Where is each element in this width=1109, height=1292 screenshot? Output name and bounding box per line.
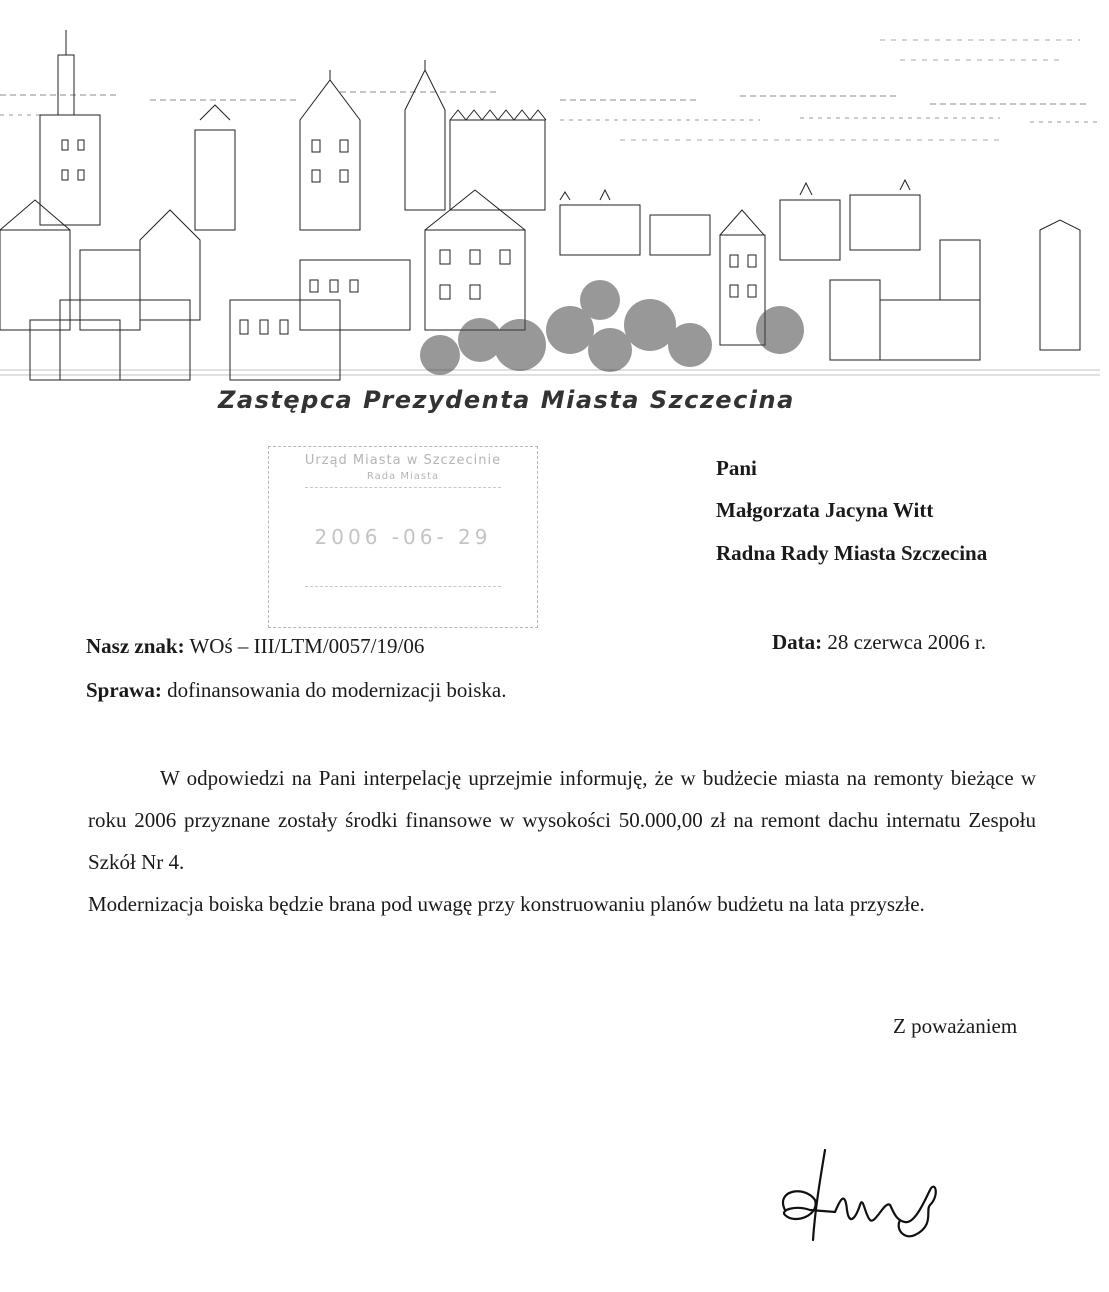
subject-value: dofinansowania do modernizacji boiska. [167, 678, 507, 702]
reference-line [86, 634, 424, 659]
body-paragraph-2: Modernizacja boiska będzie brana pod uwagę przy konstruowaniu planów budżetu na lata przyszłe. [88, 892, 925, 916]
stamp-date: 2006 -06- 29 [314, 525, 492, 549]
closing-phrase: Z poważaniem [893, 1014, 1018, 1038]
subject-label: Sprawa: [86, 678, 162, 702]
subject-line [86, 678, 507, 703]
registry-stamp [268, 446, 538, 628]
date-label: Data: [772, 630, 823, 654]
stamp-office-name: Urząd Miasta w Szczecinie [304, 453, 502, 468]
recipient-salutation: Pani [716, 456, 757, 480]
reference-value: WOś – III/LTM/0057/19/06 [189, 634, 425, 658]
date-value: 28 czerwca 2006 r. [827, 630, 987, 654]
stamp-department: Rada Miasta [366, 471, 440, 482]
recipient-name: Małgorzata Jacyna Witt [716, 498, 934, 522]
city-panorama-illustration [0, 0, 1109, 390]
letter-body [88, 757, 1036, 925]
letterhead-title: Zastępca Prezydenta Miasta Szczecina [218, 386, 795, 414]
reference-label: Nasz znak: [86, 634, 185, 658]
handwritten-signature [765, 1140, 965, 1260]
body-paragraph-1: W odpowiedzi na Pani interpelację uprzejmie informuję, że w budżecie miasta na remonty bieżące w roku 2006 przyznane zostały środki finansowe w wysokości 50.000,00 zł na remont dachu internatu Zespołu Szkół Nr 4. [88, 766, 1036, 874]
date-line [772, 630, 986, 655]
recipient-position: Radna Rady Miasta Szczecina [716, 541, 988, 565]
